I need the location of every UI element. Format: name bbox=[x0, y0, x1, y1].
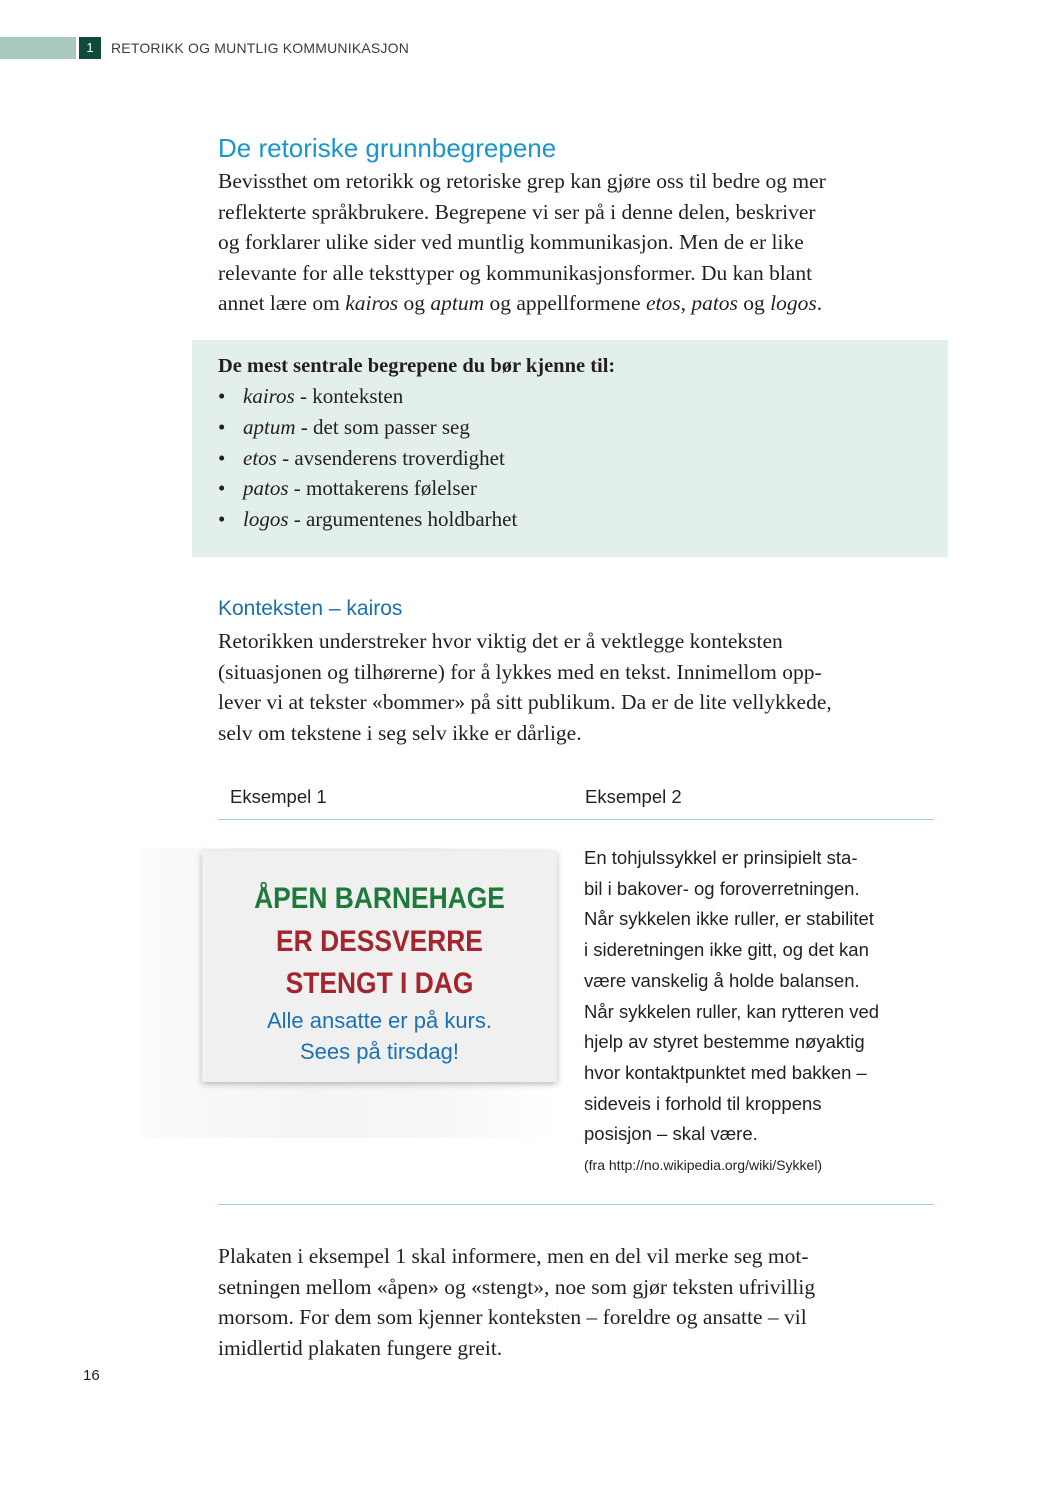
text-run: . bbox=[816, 291, 823, 315]
example-1-label: Eksempel 1 bbox=[230, 786, 327, 807]
bullet: • bbox=[218, 445, 226, 470]
term-description: - det som passer seg bbox=[295, 414, 470, 439]
kairos-paragraph bbox=[218, 626, 936, 748]
list-item bbox=[218, 443, 517, 474]
subsection-heading: Konteksten – kairos bbox=[218, 597, 403, 620]
chapter-number: 1 bbox=[79, 37, 101, 59]
text-line: bil i bakover- og foroverretningen. bbox=[584, 877, 860, 899]
term: kairos bbox=[243, 384, 295, 408]
text-line bbox=[218, 288, 938, 319]
term: patos bbox=[243, 476, 289, 501]
term-etos: etos bbox=[645, 291, 681, 315]
text-line: være vanskelig å holde balansen. bbox=[584, 969, 860, 991]
term: logos bbox=[243, 507, 289, 532]
text-line: Bevissthet om retorikk og retoriske grep kan gjøre oss til bedre og mer bbox=[218, 169, 826, 193]
text-line: sideveis i forhold til kroppens bbox=[584, 1092, 822, 1114]
poster-line: ÅPEN BARNEHAGE bbox=[254, 882, 505, 915]
header-accent-bar bbox=[0, 37, 76, 59]
example-2-text bbox=[584, 843, 929, 1150]
example-2-source: (fra http://no.wikipedia.org/wiki/Sykkel) bbox=[584, 1157, 823, 1173]
section-heading: De retoriske grunnbegrepene bbox=[218, 133, 557, 163]
page-number: 16 bbox=[83, 1367, 100, 1384]
text-line: posisjon – skal være. bbox=[584, 1123, 758, 1145]
text-run: , bbox=[680, 291, 692, 315]
term-description: - konteksten bbox=[294, 384, 404, 408]
term-kairos: kairos bbox=[345, 291, 399, 315]
term-patos: patos bbox=[691, 291, 738, 315]
list-item bbox=[218, 381, 517, 412]
poster-line: STENGT I DAG bbox=[285, 967, 474, 1000]
text-run: og bbox=[737, 291, 771, 315]
text-line: Retorikken understreker hvor viktig det er å vektlegge konteksten bbox=[218, 629, 783, 653]
list-item bbox=[218, 504, 517, 535]
text-line: lever vi at tekster «bommer» på sitt publikum. Da er de lite vellykkede, bbox=[218, 690, 832, 714]
text-line: Plakaten i eksempel 1 skal informere, men en del vil merke seg mot- bbox=[218, 1244, 809, 1268]
list-item bbox=[218, 412, 517, 443]
term-description: - argumentenes holdbarhet bbox=[288, 507, 518, 532]
text-line: Når sykkelen ruller, kan rytteren ved bbox=[584, 1000, 880, 1022]
text-run: annet lære om bbox=[218, 291, 346, 315]
text-line: En tohjulssykkel er prinsipielt sta- bbox=[584, 847, 858, 868]
term-description: - mottakerens følelser bbox=[288, 476, 477, 501]
text-line: imidlertid plakaten fungere greit. bbox=[218, 1335, 503, 1360]
table-rule-bottom bbox=[218, 1204, 934, 1205]
term: aptum bbox=[243, 414, 296, 439]
text-run: og bbox=[398, 291, 431, 315]
text-line: hjelp av styret bestemme nøyaktig bbox=[584, 1031, 865, 1053]
bullet: • bbox=[218, 507, 226, 532]
key-concepts-list bbox=[218, 381, 517, 535]
term-aptum: aptum bbox=[430, 291, 485, 315]
poster-line: Sees på tirsdag! bbox=[300, 1039, 459, 1064]
example-2-label: Eksempel 2 bbox=[585, 786, 682, 807]
chapter-title: RETORIKK OG MUNTLIG KOMMUNIKASJON bbox=[111, 40, 410, 56]
bullet: • bbox=[218, 476, 226, 501]
key-concepts-title: De mest sentrale begrepene du bør kjenne til: bbox=[218, 355, 616, 377]
text-line: i sideretningen ikke gitt, og det kan bbox=[584, 939, 869, 961]
text-run: og appellformene bbox=[484, 291, 646, 315]
text-line: relevante for alle teksttyper og kommunikasjonsformer. Du kan blant bbox=[218, 260, 813, 285]
term-logos: logos bbox=[770, 291, 817, 315]
text-line: morsom. For dem som kjenner konteksten – foreldre og ansatte – vil bbox=[218, 1305, 807, 1329]
term: etos bbox=[243, 445, 277, 470]
bullet: • bbox=[218, 384, 226, 408]
intro-paragraph bbox=[218, 166, 938, 319]
bullet: • bbox=[218, 414, 226, 439]
text-line: Når sykkelen ikke ruller, er stabilitet bbox=[584, 908, 874, 930]
poster-line: Alle ansatte er på kurs. bbox=[266, 1008, 492, 1033]
conclusion-paragraph bbox=[218, 1241, 936, 1363]
kindergarten-poster bbox=[202, 851, 557, 1082]
table-rule-top bbox=[218, 819, 934, 820]
text-line: og forklarer ulike sider ved muntlig kommunikasjon. Men de er like bbox=[218, 230, 804, 254]
list-item bbox=[218, 473, 517, 504]
text-line: hvor kontaktpunktet med bakken – bbox=[584, 1061, 867, 1083]
text-line: reflekterte språkbrukere. Begrepene vi ser på i denne delen, beskriver bbox=[218, 199, 816, 224]
text-line: setningen mellom «åpen» og «stengt», noe som gjør teksten ufrivillig bbox=[218, 1274, 816, 1299]
text-line: selv om tekstene i seg selv ikke er dårlige. bbox=[218, 720, 582, 745]
term-description: - avsenderens troverdighet bbox=[276, 445, 505, 470]
poster-line: ER DESSVERRE bbox=[276, 925, 483, 958]
text-line: (situasjonen og tilhørerne) for å lykkes med en tekst. Innimellom opp- bbox=[218, 659, 822, 684]
